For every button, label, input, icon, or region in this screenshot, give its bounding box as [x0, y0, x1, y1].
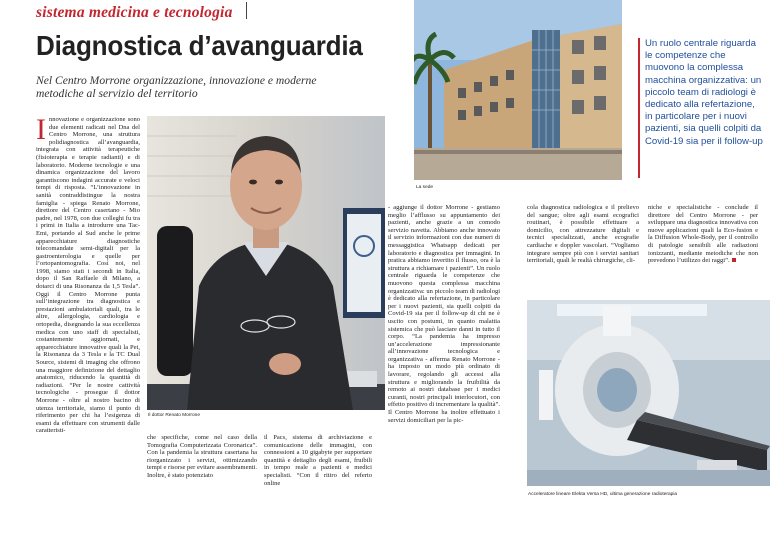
- building-photo: [414, 0, 622, 180]
- article-column-5: [527, 204, 639, 296]
- building-illustration: [414, 0, 622, 180]
- article-column-1: [36, 116, 140, 528]
- article-column-2: [147, 434, 257, 528]
- section-label: sistema medicina e tecnologia: [36, 4, 233, 21]
- article-column-3: [264, 434, 372, 528]
- pull-quote-text: Un ruolo centrale riguarda le competenze che muovono la complessa macchina organizzativa: un piccolo team di radiologi è dedicato alla refertazione, in particolare per i nuovi pazienti, sia quelli colpiti da Covid-19 sia per il follow-up: [645, 38, 763, 147]
- building-caption: La sede: [416, 185, 434, 190]
- pull-quote: [638, 38, 763, 148]
- article-subtitle: Nel Centro Morrone organizzazione, innovazione e moderne metodiche al servizio del territorio: [36, 74, 317, 100]
- column-3-text: il Pacs, sistema di archiviazione e comunicazione delle immagini, con connessioni a 10 gigabyte per supportare quantità e dettaglio degli esami, fruibili in tempo reale a pazienti e medici specialisti. “Con il ritiro del referto online: [264, 434, 372, 487]
- column-5-text: cola diagnostica radiologica e il prelievo del sangue; oltre agli esami ecografici routinari, è possibile effettuare a domicilio, con attrezzature digitali e tecnici specializzati, anche ecografie cardiache e doppler vascolari. “Vogliamo integrare sempre più con i servizi sanitari territoriali, quali le realtà chirurgiche, cli-: [527, 204, 639, 265]
- portrait-photo: [147, 116, 385, 410]
- article-title: Diagnostica d’avanguardia: [36, 30, 363, 61]
- accelerator-caption: Acceleratore lineare Elekta Versa HD, ultima generazione radioterapia: [528, 492, 678, 497]
- column-4-text: - aggiunge il dottor Morrone - gestiamo meglio l’afflusso su appuntamento dei pazienti, anche grazie a un comodo servizio navetta. Abbiamo anche innovato il servizio informazioni con due numeri di messaggistica Whatsapp dedicati per laboratorio e diagnostica per immagini. In pratica abbiamo invertito il flusso, ora è la struttura a richiamare i pazienti”. Un ruolo centrale riguarda le competenze che muovono questa complessa macchina organizzativa: un piccolo team di radiologi è dedicato alla refertazione, in particolare per i nuovi pazienti, sia quelli colpiti da Covid-19 sia per il follow-up di chi ne è uscito con postumi, in quanto malattia sistemica che può lasciare danni in tutto il corpo. “La pandemia ha impresso un’accelerazione impressionante all’innovazione tecnologica e organizzativa - afferma Renato Morrone - ha imposto un modo più ordinato di lavorare, regolando gli accessi alla struttura e migliorando la fruibilità da remoto ai nostri database per i medici curanti, nostri principali interlocutori, con effetto positivo di incrementare la qualità”. Il Centro Morrone ha inoltre effettuato i servizi domiciliari per la pic-: [388, 204, 500, 424]
- column-1-text: nnovazione e organizzazione sono due elementi radicati nel Dna del Centro Morrone, una struttura polidiagnostica all’avanguardia, integrata con attività terapeutiche (fisioterapia e terapie radianti) e di laboratorio. Moderne tecnologie e una dinamica organizzazione del lavoro garantiscono indagini accurate e veloci tempi di risposta. “L’innovazione in sanità contraddistingue la nostra famiglia - spiega Renato Morrone, direttore del Centro casertano - Mio padre, nel 1978, con due colleghi fu tra i primi in Italia a introdurre una Tac-Emi, portando al Sud anche le prime apparecchiature diagnostiche telecomandate semi-digitali per la gastroenterologia e quelle per l’ortopantomografia. Così noi, nel 1998, siamo stati i secondi in Italia, dopo il San Raffaele di Milano, a dotarci di una Risonanza da 1,5 Tesla”. Oggi il Centro Morrone punta sull’integrazione tra diagnostica e prestazioni ambulatoriali quali, tra le altre, allergologia, cardiologia e ortopedia, disegnando la sua eccellenza medica con uno staff di specialisti, costantemente aggiornati, e apparecchiature innovative quali la Pet, la Risonanza da 3 Tesla e la TC Dual Source, sistemi di imaging che offrono una maggiore definizione del dettaglio anatomico, riducendo la quantità di radiazioni. “Per le nostre cattività tecnologiche - prosegue il dottor Morrone - oltre al nostro bacino di utenza territoriale, siamo il punto di riferimento per chi ha l’esigenza di esami da effettuare con strumenti dalle caratteristi-: [36, 116, 140, 435]
- column-2-text: che specifiche, come nel caso della Tomografia Computerizzata Coronarica”. Con la pandemia la struttura casertana ha riorganizzato i servizi, ottimizzando tempi e risorse per evitare assembramenti. Inoltre, è stato potenziato: [147, 434, 257, 479]
- column-6-text: niche e specialistiche - conclude il direttore del Centro Morrone - per sviluppare una diagnostica innovativa con nuove applicazioni quali la Eco-fusion e la Diffusion Whole-Body, per il controllo di patologie sensibili alle radiazioni ionizzanti, mediante metodiche che non prevedono l’utilizzo dei raggi”.: [648, 204, 758, 265]
- article-column-4: [388, 204, 500, 528]
- portrait-caption: Il dottor Renato Morrone: [148, 413, 200, 418]
- article-column-6: [648, 204, 758, 296]
- drop-cap: I: [36, 116, 46, 146]
- accelerator-photo: [527, 300, 770, 486]
- portrait-illustration: [147, 116, 385, 410]
- section-divider: [246, 2, 247, 19]
- accelerator-illustration: [527, 300, 770, 486]
- end-mark-icon: [732, 258, 736, 262]
